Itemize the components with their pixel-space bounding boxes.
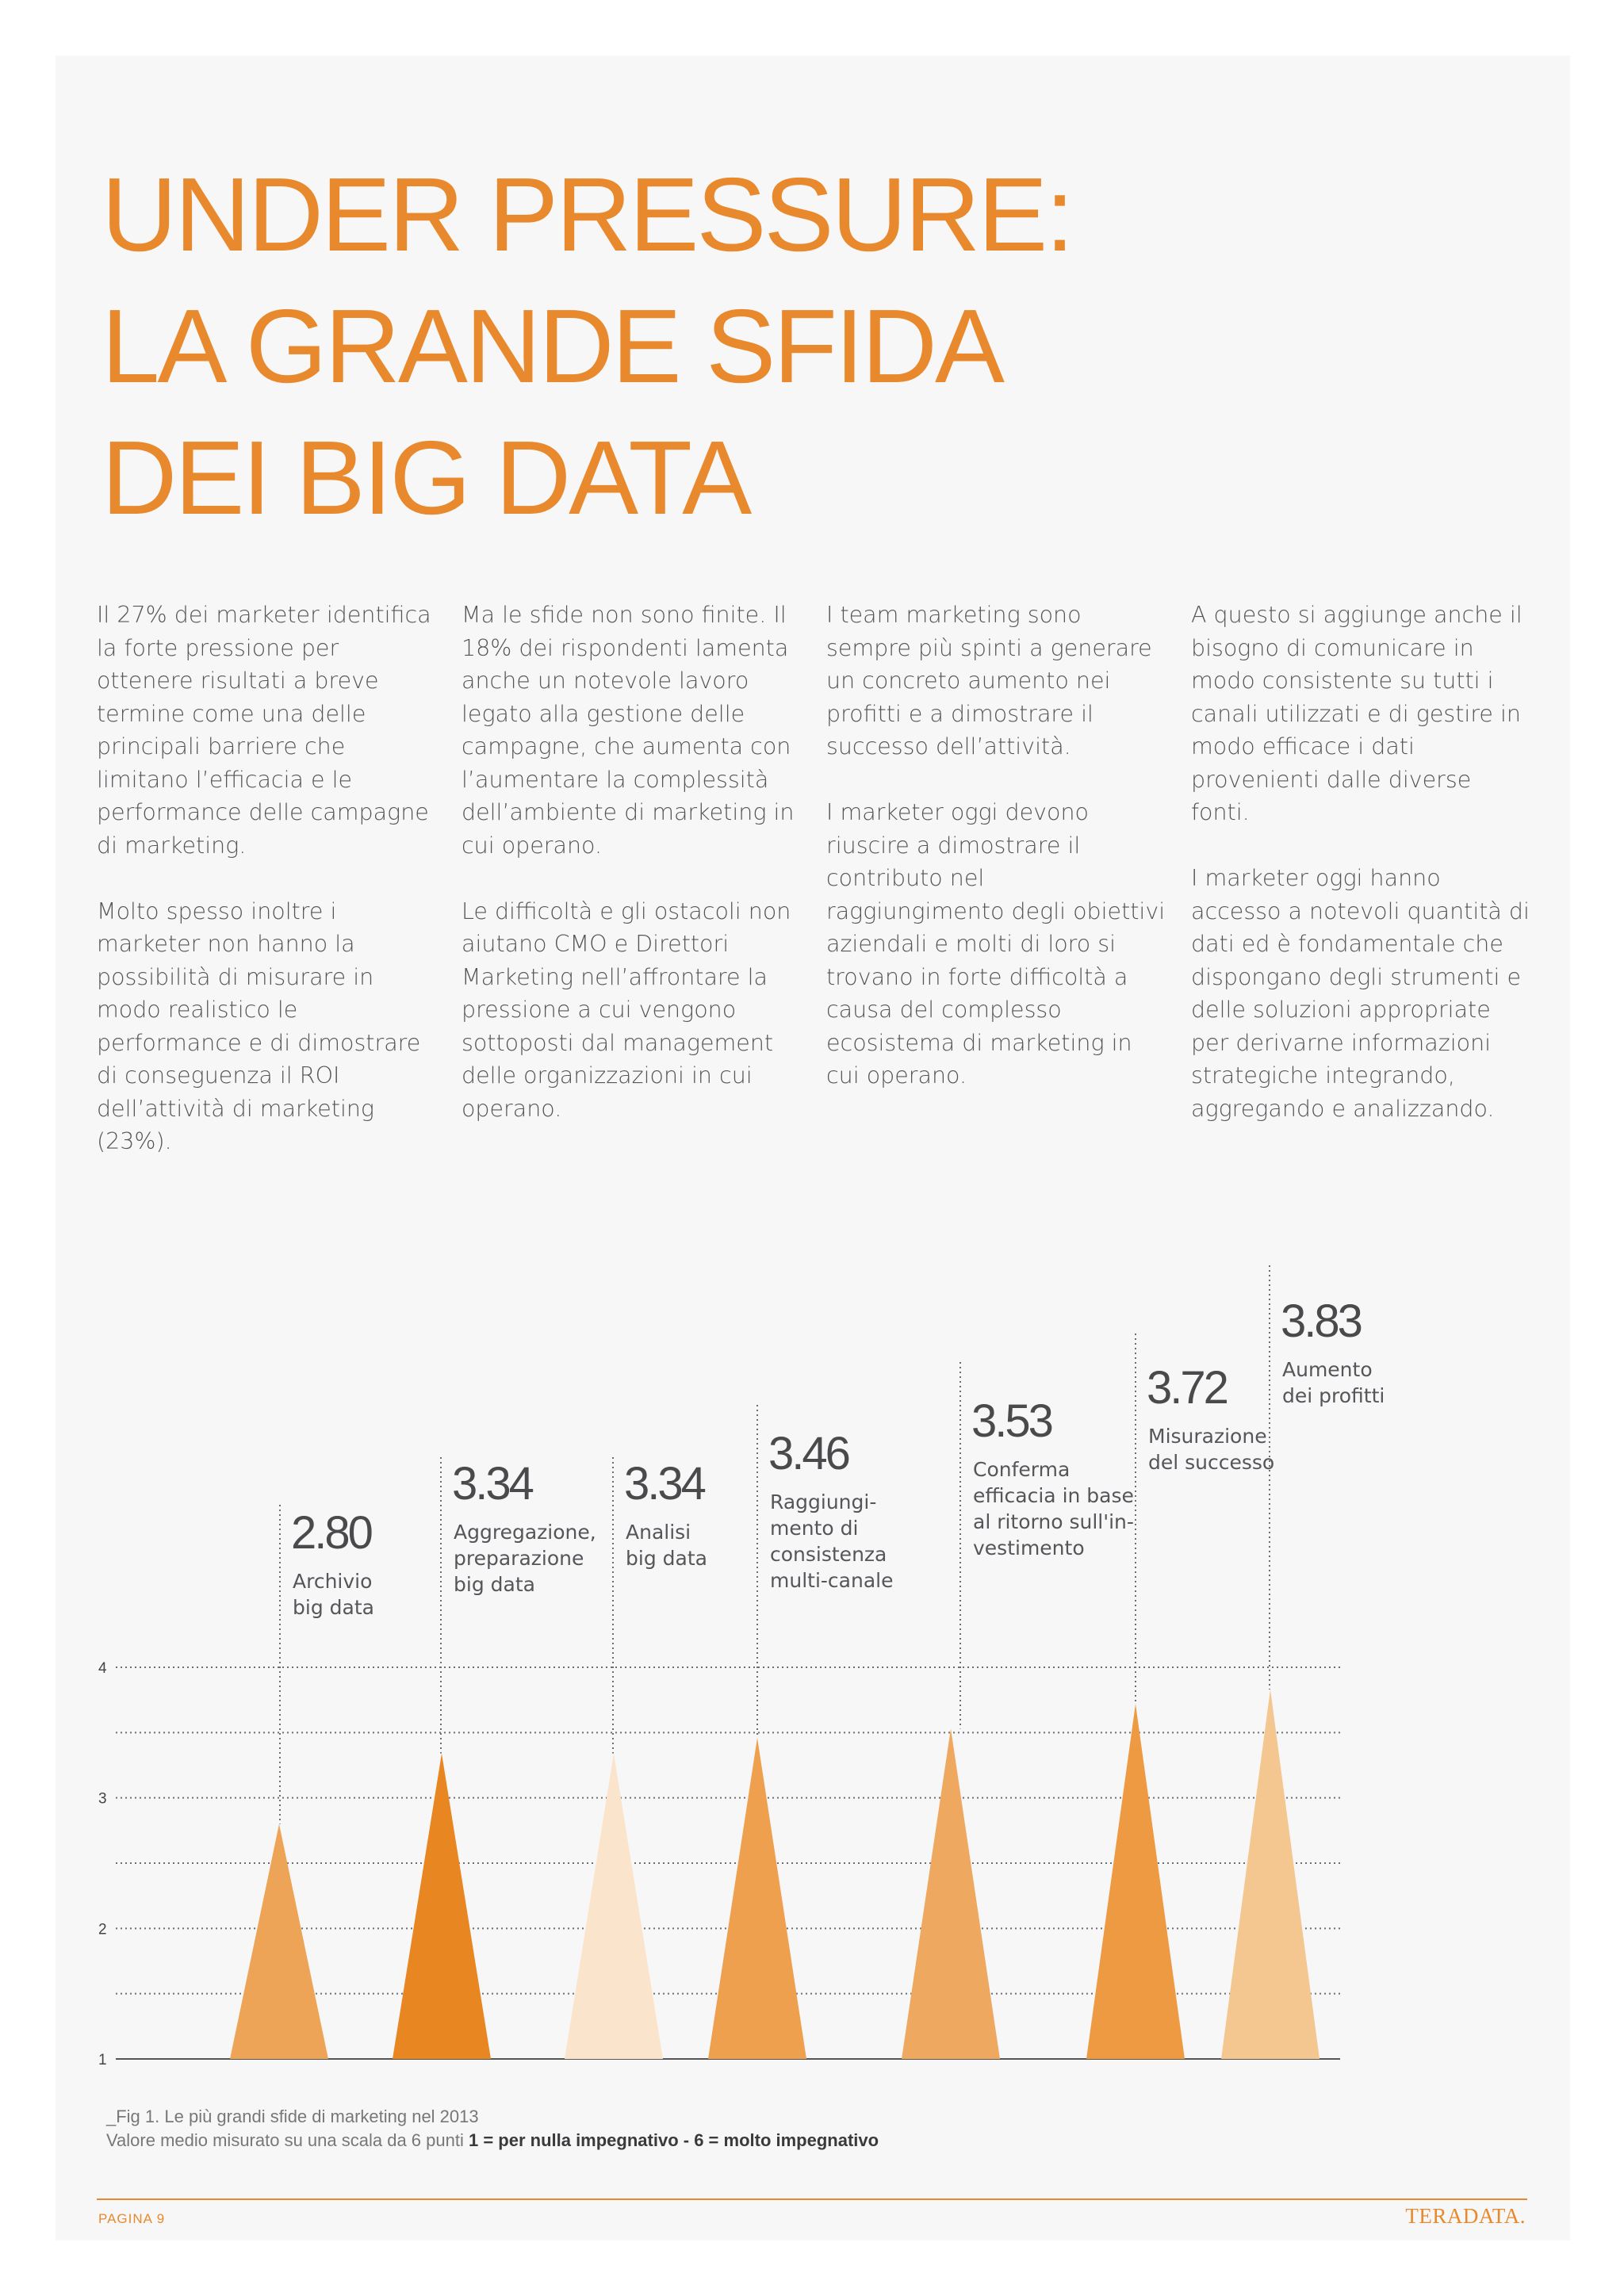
category-label: preparazione <box>454 1547 584 1570</box>
footer-divider <box>97 2198 1527 2200</box>
value-label: 3.53 <box>971 1395 1051 1447</box>
caption-title: _Fig 1. Le più grandi sfide di marketing nel 2013 <box>106 2107 479 2126</box>
bar-triangle <box>565 1754 663 2059</box>
category-label: mento di <box>770 1517 859 1540</box>
value-label: 3.46 <box>768 1428 848 1479</box>
category-label: Aggregazione, <box>454 1521 596 1544</box>
bar-triangle <box>393 1754 491 2059</box>
category-label: consistenza <box>770 1543 887 1566</box>
category-label: dei profitti <box>1282 1384 1385 1407</box>
value-label: 2.80 <box>291 1507 371 1559</box>
paragraph: A questo si aggiunge anche il bisogno di comunicare in modo consistente su tutti i canali utilizzati e di gestire in modo efficace i dati provenienti dalle diverse fonti. <box>1191 602 1522 825</box>
y-tick-label: 4 <box>98 1660 107 1677</box>
caption-scale-text: Valore medio misurato su una scala da 6 punti <box>106 2130 469 2150</box>
paragraph: Il 27% dei marketer identifica la forte pressione per ottenere risultati a breve termine come una delle principali barriere che limitano l’efficacia e le performance delle campagne di marketing. <box>97 602 431 859</box>
category-label: vestimento <box>973 1536 1085 1559</box>
y-tick-label: 1 <box>98 2052 107 2068</box>
page-number: PAGINA 9 <box>98 2211 166 2226</box>
value-label: 3.83 <box>1281 1295 1361 1347</box>
category-label: al ritorno sull'in- <box>973 1510 1134 1533</box>
bar-triangle <box>1086 1704 1185 2059</box>
paragraph: I marketer oggi hanno accesso a notevoli quantità di dati ed è fondamentale che dispongano degli strumenti e delle soluzioni appropriate per derivarne informazioni strategiche integrando, aggregando e analizzando. <box>1191 865 1530 1122</box>
category-label: efficacia in base <box>973 1484 1134 1507</box>
value-label: 3.72 <box>1147 1362 1227 1414</box>
teradata-logo: TERADATA. <box>1405 2204 1526 2228</box>
category-label: del successo <box>1148 1451 1275 1474</box>
y-tick-label: 3 <box>98 1790 107 1808</box>
caption-scale-bold: 1 = per nulla impegnativo - 6 = molto impegnativo <box>468 2130 879 2150</box>
category-label: Aumento <box>1282 1358 1373 1381</box>
paragraph: Ma le sfide non sono finite. Il 18% dei rispondenti lamenta anche un notevole lavoro legato alla gestione delle campagne, che aumenta con l’aumentare la complessità dell’ambiente di marketing in cui operano. <box>462 602 795 859</box>
category-label: big data <box>293 1596 374 1619</box>
paragraph: Le difficoltà e gli ostacoli non aiutano CMO e Direttori Marketing nell’affrontare la pressione a cui vengono sottoposti dal management delle organizzazioni in cui operano. <box>462 897 791 1122</box>
caption-scale <box>106 2129 879 2152</box>
title-line-1: UNDER PRESSURE: <box>102 156 1072 273</box>
category-label: big data <box>454 1573 535 1596</box>
y-tick-label: 2 <box>98 1921 107 1938</box>
paragraph: I marketer oggi devono riuscire a dimostrare il contributo nel raggiungimento degli obiettivi aziendali e molti di loro si trovano in forte difficoltà a causa del complesso ecosistema di marketing in cui operano. <box>826 799 1166 1089</box>
title-line-2: LA GRANDE SFIDA <box>102 288 1002 404</box>
category-label: big data <box>626 1547 707 1570</box>
paragraph: I team marketing sono sempre più spinti a generare un concreto aumento nei profitti e a dimostrare il successo dell’attività. <box>826 602 1152 760</box>
category-label: Conferma <box>973 1458 1071 1481</box>
title-line-3: DEI BIG DATA <box>102 419 750 536</box>
bar-triangle <box>1221 1689 1320 2059</box>
category-label: multi-canale <box>770 1569 894 1592</box>
figure-caption <box>106 2105 879 2152</box>
category-label: Misurazione <box>1148 1425 1267 1448</box>
paragraph: Molto spesso inoltre i marketer non hanno la possibilità di misurare in modo realistico le performance e di dimostrare di conseguenza il ROI dell’attività di marketing (23%). <box>97 897 421 1154</box>
bar-triangle <box>708 1738 806 2059</box>
category-label: Analisi <box>626 1521 691 1544</box>
category-label: Raggiungi- <box>770 1490 877 1513</box>
value-label: 3.34 <box>624 1458 704 1510</box>
bar-triangle <box>902 1728 1000 2059</box>
bar-triangle <box>230 1824 328 2059</box>
category-label: Archivio <box>293 1570 373 1593</box>
value-label: 3.34 <box>452 1458 532 1510</box>
